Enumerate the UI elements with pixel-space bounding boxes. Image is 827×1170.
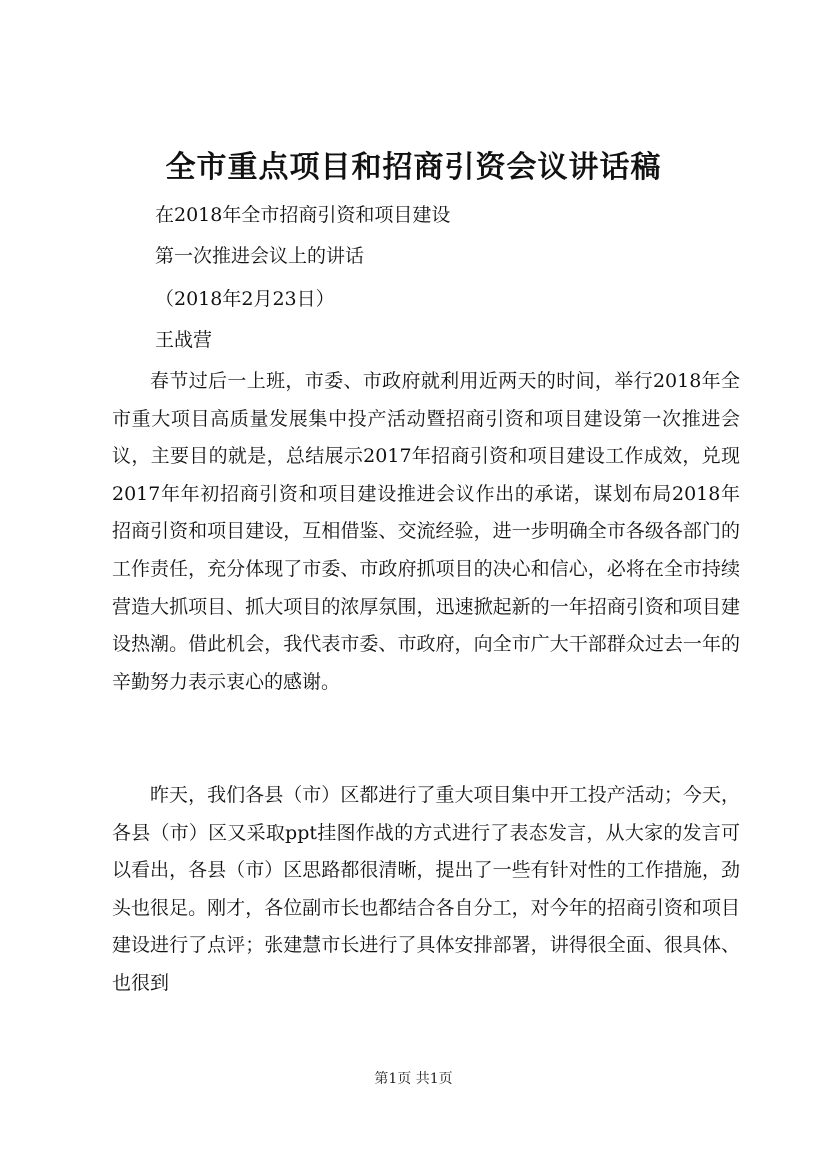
body-paragraph-2: 昨天，我们各县（市）区都进行了重大项目集中开工投产活动；今天，各县（市）区又采取ppt挂图作战的方式进行了表态发言，从大家的发言可以看出，各县（市）区思路都很清晰，提出了一些有针对性的工作措施，劲头也很足。刚才，各位副市长也都结合各自分工，对今年的招商引资和项目建设进行了点评；张建慧市长进行了具体安排部署，讲得很全面、很具体、也很到 [112, 784, 740, 994]
speech-date: （2018年2月23日） [155, 288, 335, 310]
body-paragraph-1: 春节过后一上班，市委、市政府就利用近两天的时间，举行2018年全市重大项目高质量发展集中投产活动暨招商引资和项目建设第一次推进会议，主要目的就是，总结展示2017年招商引资和项目建设工作成效，兑现2017年年初招商引资和项目建设推进会议作出的承诺，谋划布局2018年招商引资和项目建设，互相借鉴、交流经验，进一步明确全市各级各部门的工作责任，充分体现了市委、市政府抓项目的决心和信心，必将在全市持续营造大抓项目、抓大项目的浓厚氛围，迅速掀起新的一年招商引资和项目建设热潮。借此机会，我代表市委、市政府，向全市广大干部群众过去一年的辛勤努力表示衷心的感谢。 [112, 370, 740, 693]
document-title: 全市重点项目和招商引资会议讲话稿 [165, 150, 662, 185]
page-number-footer: 第1页 共1页 [374, 1071, 453, 1087]
speaker-name: 王战营 [155, 329, 213, 351]
subtitle-line-1: 在2018年全市招商引资和项目建设 [155, 204, 451, 226]
subtitle-line-2: 第一次推进会议上的讲话 [155, 245, 365, 267]
